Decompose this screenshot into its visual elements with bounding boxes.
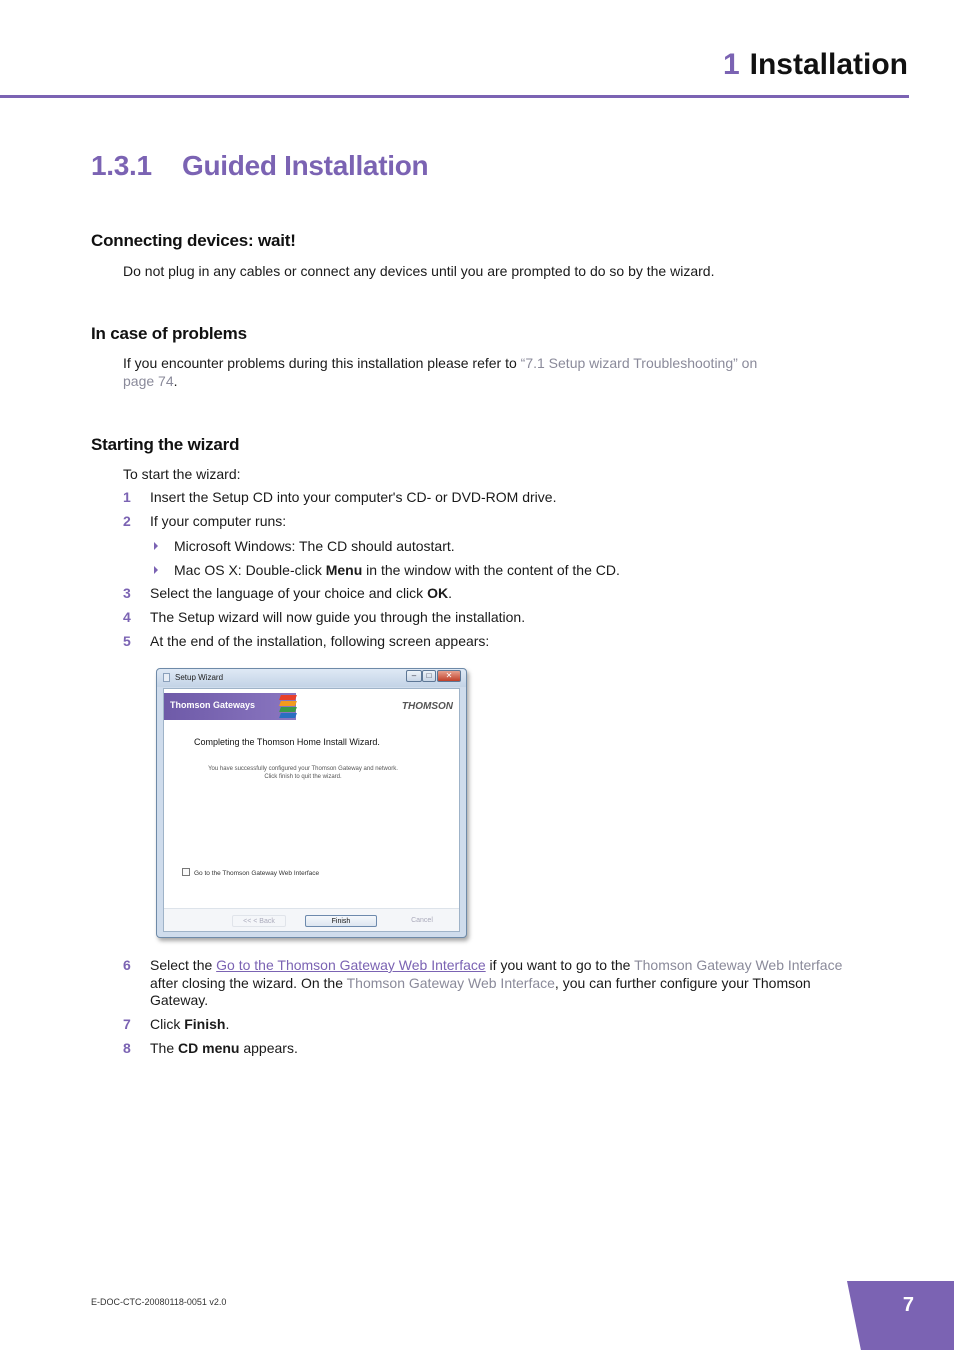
step-text: [150, 1016, 853, 1034]
chapter-number: 1: [722, 48, 740, 81]
step-8: [123, 1040, 853, 1058]
bullet-triangle-icon: [154, 566, 158, 574]
checkbox-label: Go to the Thomson Gateway Web Interface: [194, 870, 320, 877]
gui-term: Thomson Gateway Web Interface: [346, 974, 555, 991]
window-icon: [163, 673, 170, 682]
finish-button: Finish: [305, 915, 377, 927]
wizard-titlebar: [157, 669, 466, 687]
step-text: [150, 585, 853, 603]
step-text: If your computer runs:: [150, 513, 287, 529]
wizard-message: [188, 765, 418, 781]
wizard-message-line: Click finish to quit the wizard.: [264, 774, 342, 780]
step-text: At the end of the installation, following screen appears:: [150, 633, 490, 649]
connecting-text: Do not plug in any cables or connect any devices until you are prompted to do so by the wizard.: [123, 263, 715, 279]
step-number: 3: [123, 585, 131, 601]
step-text-before: The: [150, 1040, 179, 1056]
thomson-stripes-logo: [280, 695, 296, 719]
step-number: 7: [123, 1016, 131, 1032]
step-6: [123, 957, 853, 1010]
wizard-message-line: You have successfully configured your Thomson Gateway and network.: [208, 766, 398, 772]
bullet-text-before: Mac OS X: Double-click: [174, 562, 326, 578]
step-text: [150, 957, 853, 1010]
header-rule: [0, 95, 909, 98]
step-number: 1: [123, 489, 131, 505]
section-title-text: Guided Installation: [182, 150, 429, 181]
thomson-logo: THOMSON: [401, 701, 453, 712]
section-number: 1.3.1: [91, 150, 152, 181]
stripe: [279, 695, 297, 700]
step-1: [123, 489, 853, 507]
step-3: [123, 585, 853, 603]
bullet-text-after: in the window with the content of the CD.: [362, 562, 620, 578]
step-2: [123, 513, 853, 531]
problems-text-after: .: [173, 373, 178, 389]
web-interface-checkbox: [182, 868, 319, 877]
step-number: 6: [123, 957, 131, 973]
step-text-after: .: [225, 1016, 230, 1032]
back-label: < Back: [253, 918, 275, 925]
wizard-banner: [164, 693, 296, 720]
bullet-text: Microsoft Windows: The CD should autostart.: [174, 538, 455, 554]
step-text: [150, 1040, 853, 1058]
step-number: 8: [123, 1040, 131, 1056]
wizard-window-title: Setup Wizard: [175, 673, 224, 682]
chapter-header: [723, 48, 908, 82]
step-7: [123, 1016, 853, 1034]
step-text-mid: after closing the wizard. On the: [150, 974, 347, 991]
back-prefix: <<: [243, 918, 252, 925]
wizard-heading: Starting the wizard: [91, 435, 240, 454]
wizard-intro: To start the wizard:: [123, 466, 241, 482]
gui-term: Thomson Gateway Web Interface: [634, 957, 843, 973]
document-id: E-DOC-CTC-20080118-0051 v2.0: [91, 1297, 227, 1307]
wizard-body: [163, 688, 460, 932]
bullet-mac: [154, 561, 620, 579]
section-title: [91, 150, 428, 182]
bullet-windows: [154, 537, 455, 555]
maximize-icon: □: [422, 670, 436, 682]
step-text-after: appears.: [239, 1040, 298, 1056]
wizard-completion-heading: Completing the Thomson Home Install Wizard.: [194, 737, 380, 747]
step-text-after: .: [448, 585, 452, 601]
troubleshooting-xref-page[interactable]: page 74: [123, 373, 174, 389]
step-4: [123, 609, 853, 627]
step-text: Insert the Setup CD into your computer's CD- or DVD-ROM drive.: [150, 489, 557, 505]
problems-text-before: If you encounter problems during this installation please refer to: [123, 355, 521, 371]
setup-wizard-screenshot: [156, 668, 467, 938]
web-interface-link[interactable]: Go to the Thomson Gateway Web Interface: [216, 957, 486, 973]
wizard-footer: [164, 908, 459, 931]
stripe: [279, 701, 297, 706]
stripe: [279, 707, 297, 712]
chapter-title: Installation: [749, 48, 908, 81]
step-number: 4: [123, 609, 131, 625]
step-text-before: Select the: [150, 957, 217, 973]
step-number: 2: [123, 513, 131, 529]
page-number-tab: [847, 1281, 954, 1350]
page-number: 7: [902, 1294, 914, 1316]
minimize-icon: –: [406, 670, 422, 682]
back-button: [232, 915, 286, 927]
step-text-bold: Finish: [184, 1016, 226, 1032]
bullet-triangle-icon: [154, 542, 158, 550]
troubleshooting-xref[interactable]: “7.1 Setup wizard Troubleshooting” on: [520, 355, 758, 371]
close-icon: ✕: [437, 670, 461, 682]
problems-heading: In case of problems: [91, 324, 247, 343]
cancel-button: Cancel: [411, 917, 433, 924]
step-text: The Setup wizard will now guide you through the installation.: [150, 609, 526, 625]
checkbox-icon: [182, 868, 190, 876]
connecting-heading: Connecting devices: wait!: [91, 231, 296, 250]
step-5: [123, 633, 853, 651]
step-text-bold: CD menu: [178, 1040, 240, 1056]
step-text-before: Click: [150, 1016, 185, 1032]
step-text-bold: OK: [427, 585, 449, 601]
stripe: [279, 713, 297, 718]
problems-text: [123, 354, 843, 390]
step-text-mid: if you want to go to the: [485, 957, 635, 973]
step-text-after: , you can further configure your Thomson Gateway.: [150, 974, 811, 1008]
step-text-before: Select the language of your choice and click: [150, 585, 428, 601]
step-number: 5: [123, 633, 131, 649]
bullet-text-bold: Menu: [325, 562, 363, 578]
wizard-banner-text: Thomson Gateways: [170, 700, 256, 710]
